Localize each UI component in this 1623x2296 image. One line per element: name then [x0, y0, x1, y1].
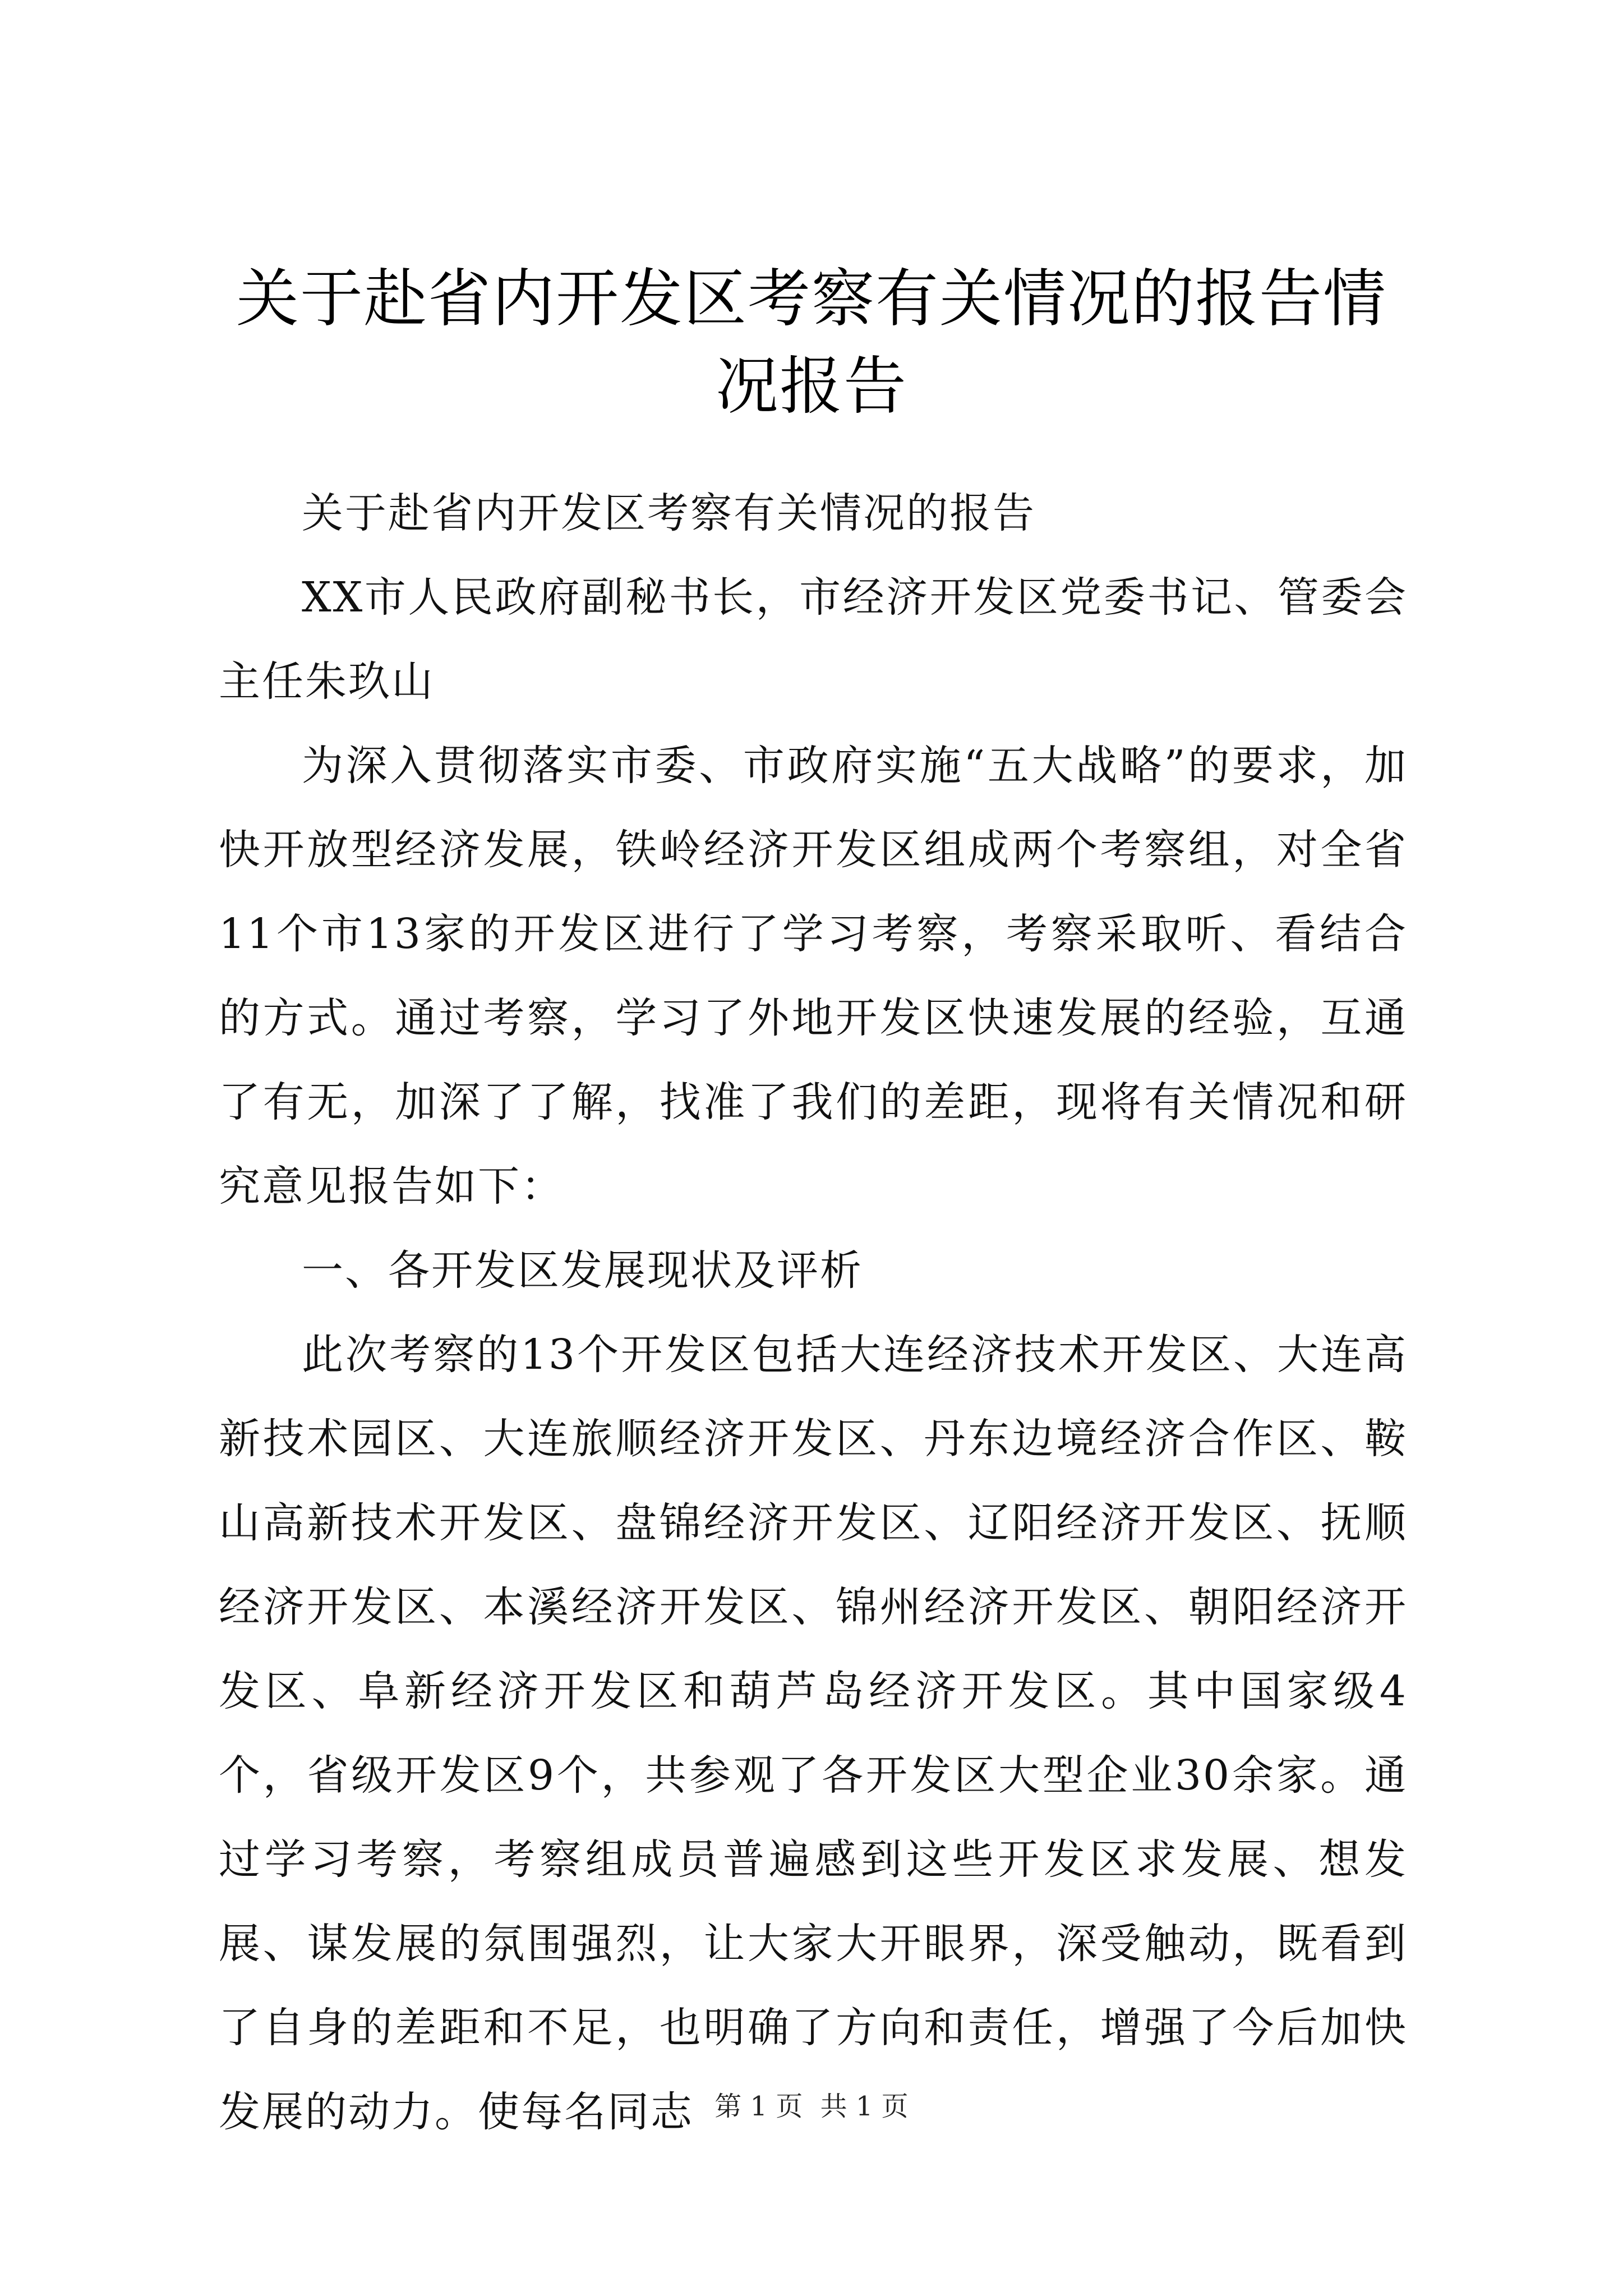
document-title: 关于赴省内开发区考察有关情况的报告情况报告: [236, 263, 1387, 423]
page-total: 共 1 页: [820, 2091, 909, 2122]
page-number: 第 1 页: [714, 2091, 803, 2122]
paragraph-subtitle: 关于赴省内开发区考察有关情况的报告: [302, 489, 1036, 537]
paragraph-author: XX市人民政府副秘书长，市经济开发区党委书记、管委会主任朱玖山: [219, 573, 1408, 706]
document-body: [219, 471, 1408, 2154]
paragraph-section-body: 此次考察的13个开发区包括大连经济技术开发区、大连高新技术园区、大连旅顺经济开发区、丹东边境经济合作区、鞍山高新技术开发区、盘锦经济开发区、辽阳经济开发区、抚顺经济开发区、本溪经济开发区、锦州经济开发区、朝阳经济开发区、阜新经济开发区和葫芦岛经济开发区。其中国家级4个，省级开发区9个，共参观了各开发区大型企业30余家。通过学习考察，考察组成员普遍感到这些开发区求发展、想发展、谋发展的氛围强烈，让大家大开眼界，深受触动，既看到了自身的差距和不足，也明确了方向和责任，增强了今后加快发展的动力。使每名同志: [219, 1331, 1408, 2136]
page-footer: [0, 2087, 1623, 2126]
section-heading: 一、各开发区发展现状及评析: [302, 1246, 863, 1295]
paragraph-intro: 为深入贯彻落实市委、市政府实施“五大战略”的要求，加快开放型经济发展，铁岭经济开发区组成两个考察组，对全省11个市13家的开发区进行了学习考察，考察采取听、看结合的方式。通过考察，学习了外地开发区快速发展的经验，互通了有无，加深了了解，找准了我们的差距，现将有关情况和研究意见报告如下：: [219, 742, 1408, 1211]
